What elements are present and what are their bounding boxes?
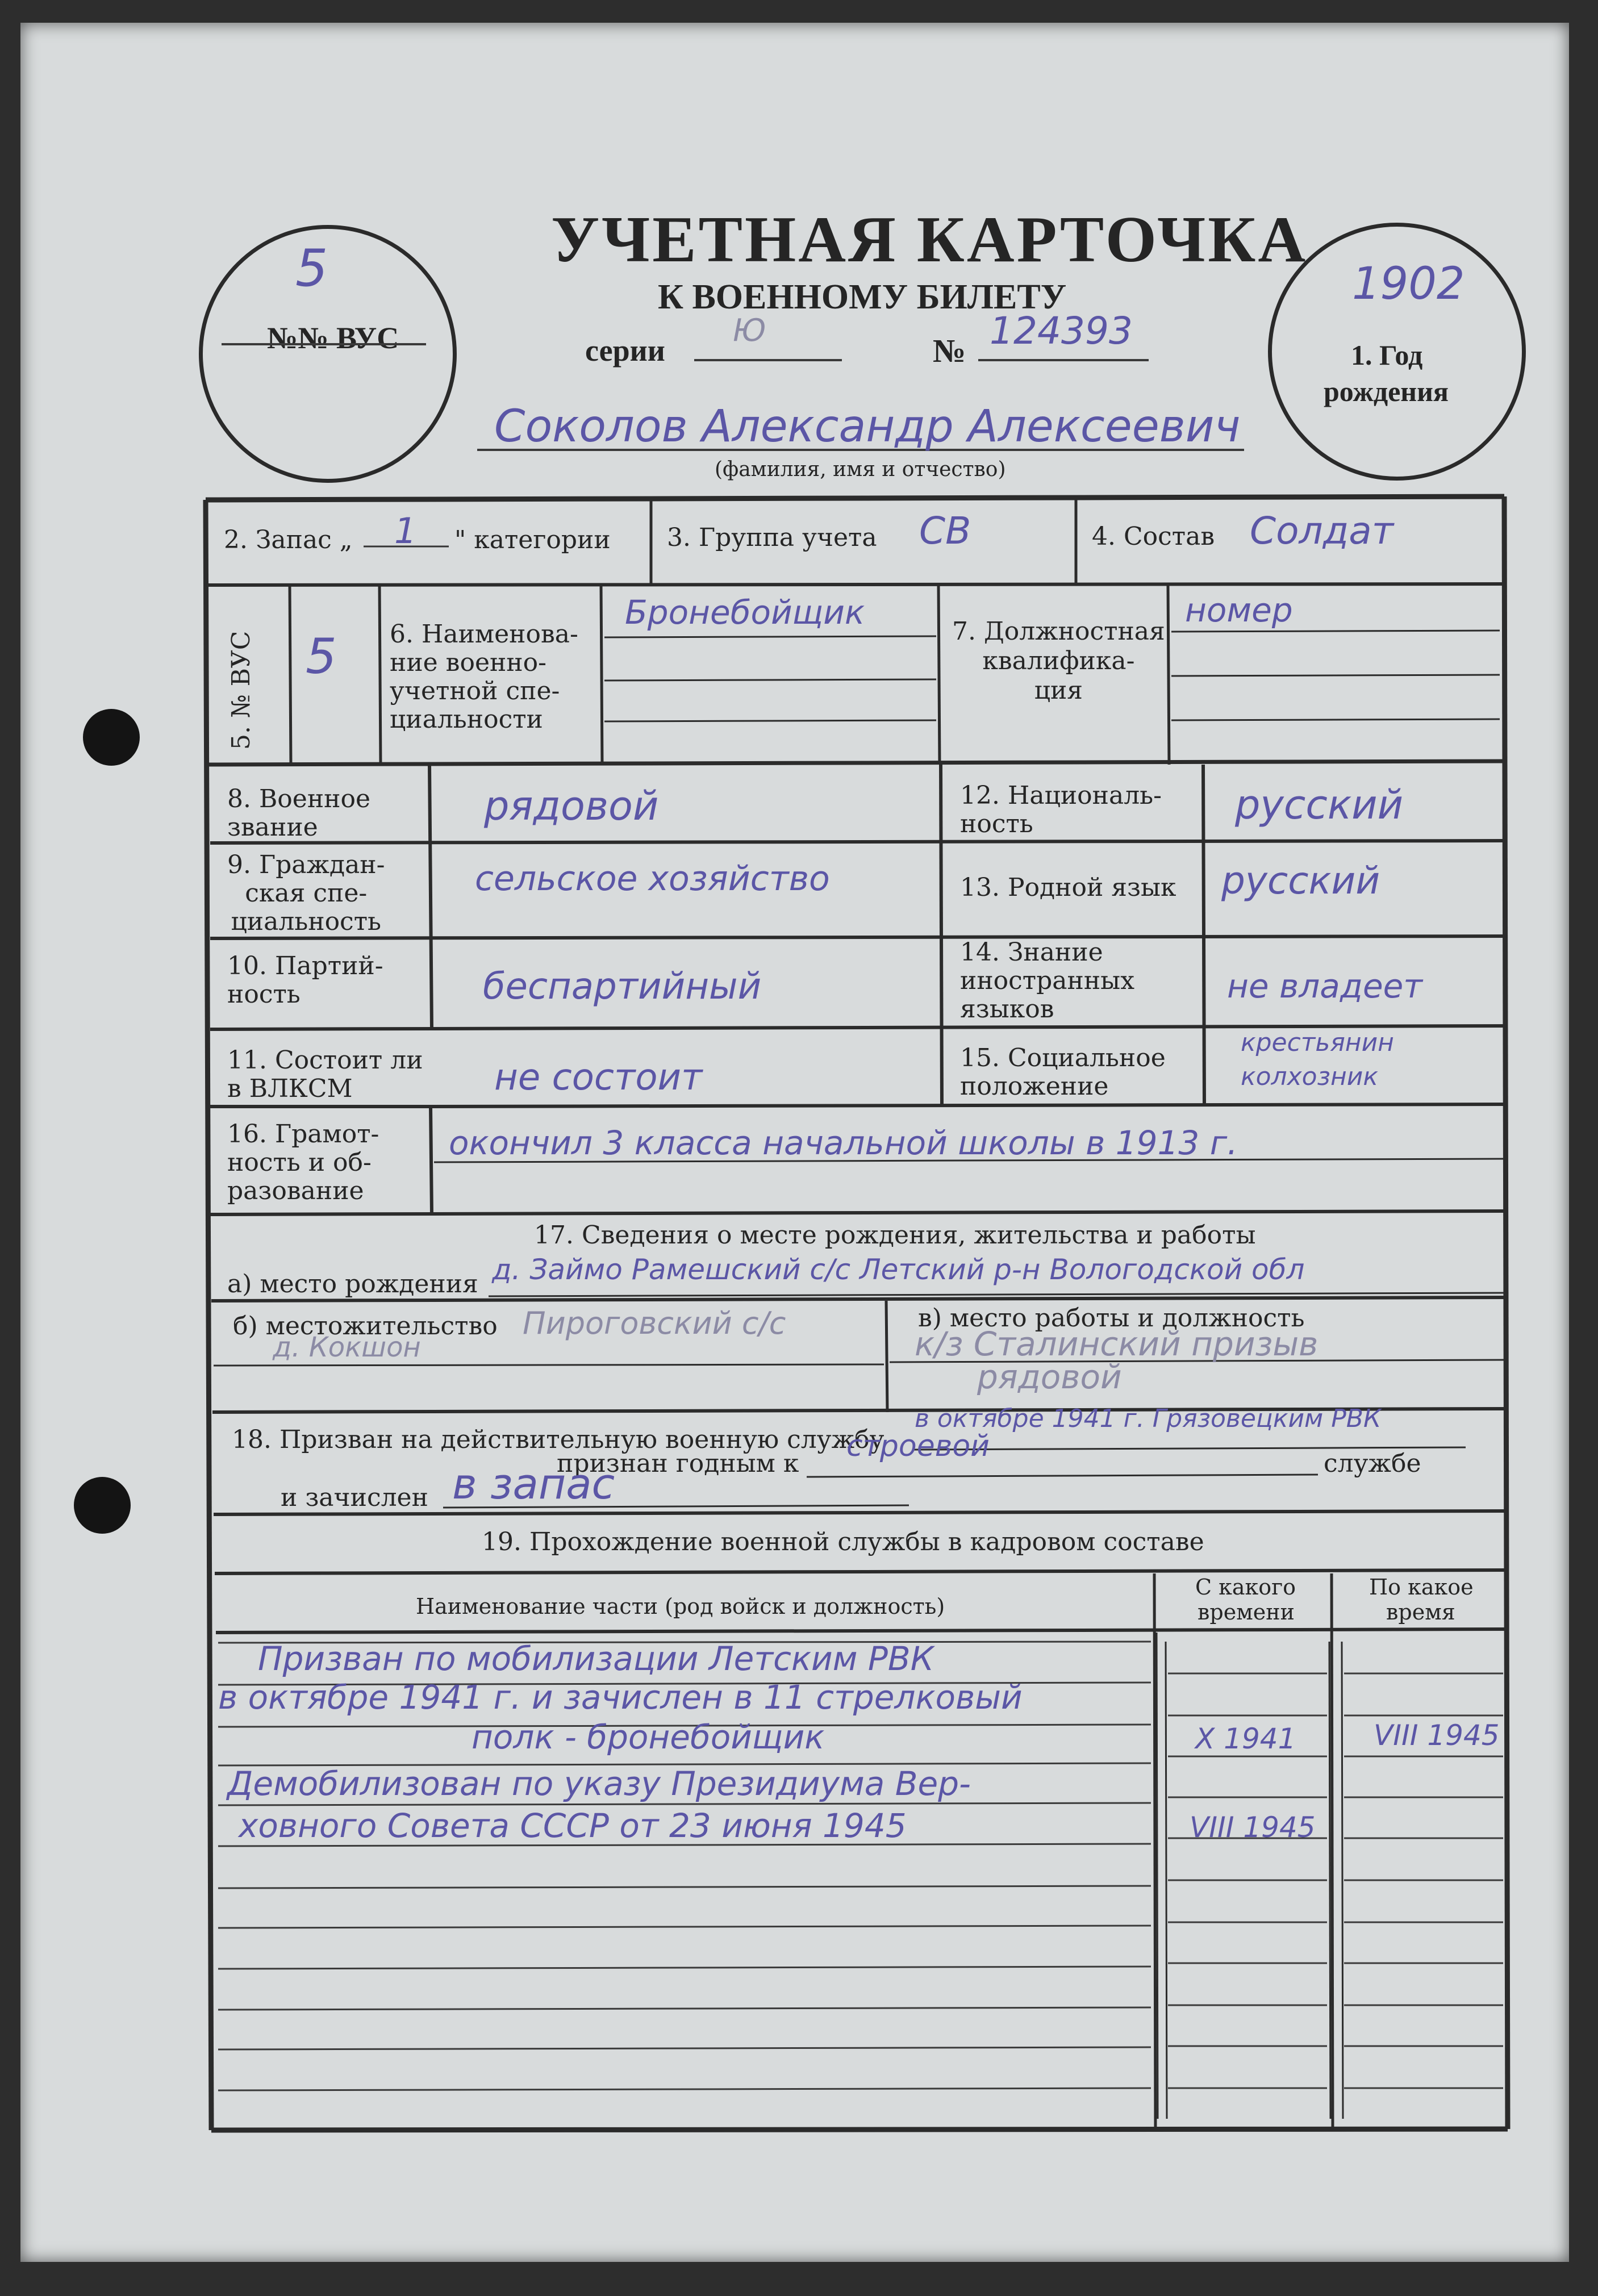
group-label: 3. Группа учета — [667, 523, 877, 552]
service-to-1: VIII 1945 — [1374, 1719, 1500, 1752]
fit-label: признан годным к — [557, 1449, 799, 1478]
position-label: 7. Должностная квалифика- ция — [952, 617, 1165, 705]
reserve-label-post: " категории — [454, 525, 611, 554]
nationality-label: 12. Националь- ность — [960, 781, 1162, 838]
series-value: Ю — [733, 312, 766, 348]
reserve-value: 1 — [394, 510, 417, 552]
vlksm-value: не состоит — [494, 1057, 703, 1099]
education-label: 16. Грамот- ность и об- разование — [227, 1120, 379, 1205]
social-value-2: колхозник — [1241, 1062, 1378, 1091]
social-value-1: крестьянин — [1241, 1028, 1394, 1057]
vlksm-label: 11. Состоит ли в ВЛКСМ — [227, 1046, 423, 1103]
service-row-3: полк - бронебойщик — [472, 1718, 825, 1756]
number-value: 124393 — [990, 309, 1133, 353]
conscripted-value: в октябре 1941 г. Грязовецким РВК — [915, 1404, 1382, 1433]
page-title: УЧЕТНАЯ КАРТОЧКА — [551, 203, 1308, 276]
foreign-label: 14. Знание иностранных языков — [960, 938, 1135, 1024]
section17-title: 17. Сведения о месте рождения, жительства и работы — [534, 1221, 1256, 1250]
full-name-value: Соколов Александр Алексеевич — [494, 401, 1241, 452]
work-value-2: рядовой — [977, 1358, 1122, 1396]
reserve-label-pre: 2. Запас „ — [224, 525, 353, 554]
specialty-label: 6. Наименова- ние военно- учетной спе- циальности — [390, 620, 578, 734]
social-label: 15. Социальное положение — [960, 1043, 1166, 1101]
residence-value-2: д. Кокшон — [273, 1331, 421, 1363]
nationality-value: русский — [1235, 782, 1404, 828]
party-value: беспартийный — [483, 966, 762, 1008]
education-value: окончил 3 класса начальной школы в 1913 г. — [449, 1124, 1238, 1162]
fit-value: строевой — [846, 1429, 990, 1463]
civil-label: 9. Граждан- ская спе- циальность — [227, 850, 385, 936]
composition-value: Солдат — [1250, 509, 1394, 553]
foreign-value: не владеет — [1227, 967, 1423, 1005]
language-value: русский — [1221, 859, 1380, 903]
col-to-header-1: По какое — [1369, 1575, 1474, 1600]
enlisted-value: в запас — [452, 1460, 615, 1509]
service-from-2: VIII 1945 — [1190, 1811, 1316, 1844]
page-subtitle: К ВОЕННОМУ БИЛЕТУ — [658, 278, 1067, 316]
enlisted-label: и зачислен — [281, 1483, 428, 1512]
service-row-5: ховного Совета СССР от 23 июня 1945 — [239, 1806, 907, 1845]
service-title: 19. Прохождение военной службы в кадровом составе — [482, 1527, 1204, 1556]
party-label: 10. Партий- ность — [227, 951, 383, 1009]
work-label: в) место работы и должность — [918, 1304, 1305, 1333]
vus-value: 5 — [306, 628, 337, 685]
col-unit-header: Наименование части (род войск и должность) — [416, 1594, 945, 1619]
specialty-value: Бронебойщик — [625, 593, 865, 632]
number-label: № — [933, 332, 966, 369]
rank-value: рядовой — [484, 783, 659, 829]
birthplace-value: д. Займо Рамешский с/с Летский р-н Вологодской обл — [492, 1253, 1305, 1286]
series-label: серии — [585, 333, 665, 368]
conscripted-label: 18. Призван на действительную военную службу — [232, 1425, 884, 1454]
position-value: номер — [1185, 591, 1293, 629]
fit-suffix: службе — [1324, 1449, 1421, 1478]
residence-value-1: Пироговский с/с — [523, 1305, 786, 1341]
group-value: СВ — [919, 509, 971, 553]
birthplace-label: а) место рождения — [227, 1270, 478, 1299]
col-to-header-2: время — [1386, 1600, 1455, 1625]
service-row-2: в октябре 1941 г. и зачислен в 11 стрелковый — [218, 1678, 1023, 1717]
birth-year-value: 1902 — [1352, 258, 1465, 310]
col-from-header-2: времени — [1198, 1600, 1295, 1625]
vus-circle-label: №№ ВУС — [267, 321, 399, 355]
full-name-caption: (фамилия, имя и отчество) — [715, 458, 1006, 481]
service-row-1: Призван по мобилизации Летским РВК — [258, 1639, 934, 1678]
composition-label: 4. Состав — [1092, 522, 1215, 551]
civil-value: сельское хозяйство — [475, 859, 830, 899]
rank-label: 8. Военное звание — [227, 784, 371, 842]
work-value-1: к/з Сталинский призыв — [915, 1325, 1319, 1363]
language-label: 13. Родной язык — [960, 873, 1176, 902]
vus-label: 5. № ВУС — [227, 631, 256, 750]
service-from-1: X 1941 — [1195, 1722, 1296, 1755]
vus-circle-value: 5 — [295, 239, 328, 298]
birth-year-label-2: рождения — [1324, 375, 1449, 407]
service-row-4: Демобилизован по указу Президиума Вер- — [227, 1764, 971, 1803]
residence-label: б) местожительство — [233, 1312, 498, 1341]
birth-year-label-1: 1. Год — [1351, 339, 1423, 371]
col-from-header-1: С какого — [1195, 1575, 1296, 1600]
